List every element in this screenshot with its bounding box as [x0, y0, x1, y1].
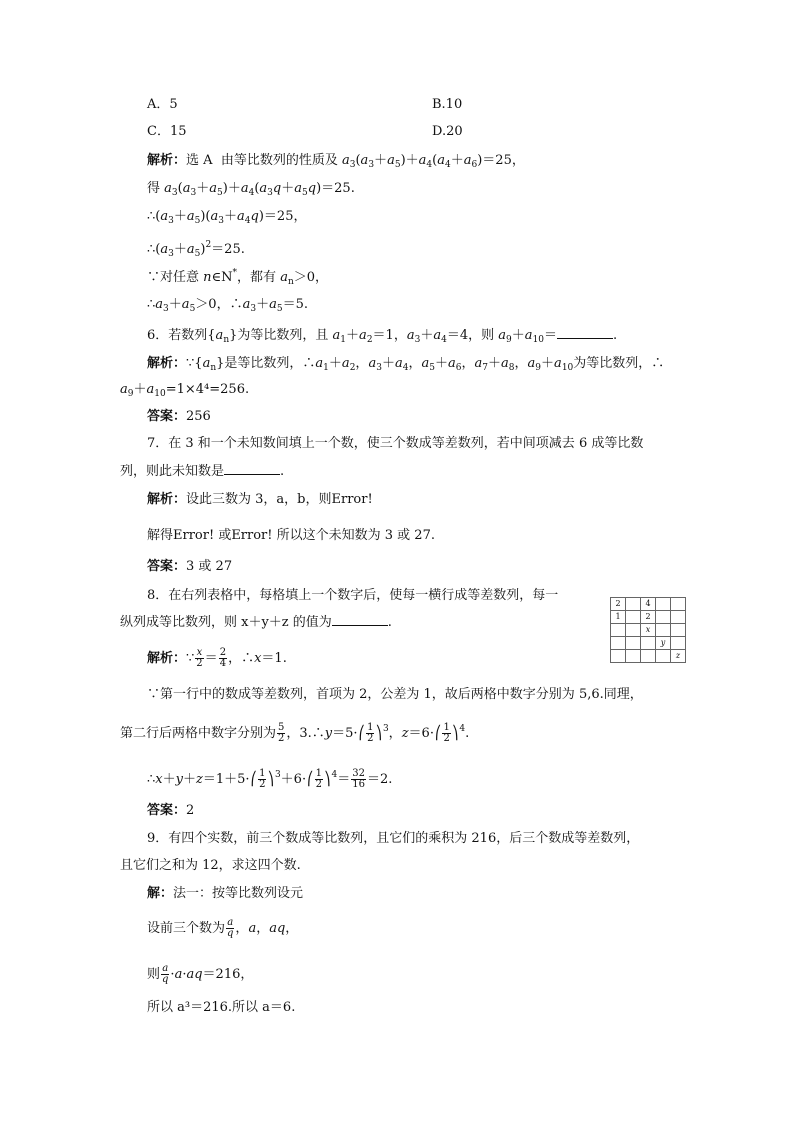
- q5-solution-line-2: 得 $a_3(a_3+a_5)+a_4(a_3q+a_5q)=25$.: [147, 181, 355, 198]
- answer-blank: [332, 613, 388, 626]
- q9-solution-line-1: 设前三个数为 $\frac{a}{q}$ ，a，aq，: [147, 917, 299, 939]
- q7-solution-line-2: 解得Error! 或Error! 所以这个未知数为 3 或 27.: [147, 528, 435, 543]
- q9-stem-line-2: 且它们之和为 12，求这四个数.: [120, 858, 301, 873]
- q6-solution-line-2: $a_9+a_{10}=1\times 4^4=256$.: [120, 382, 250, 399]
- q8-solution-line-3: 第二行后两格中数字分别为 $\frac{5}{2}$ ，3.∴y＝5·⎛ $\frac{1}{2}$ ⎞$^3$，z＝6·⎛ $\frac{1}{2}$ ⎞$^4$.: [120, 722, 470, 744]
- q5-solution-line-1: 解析：选 A 由等比数列的性质及 $a_3(a_3+a_5)+a_4(a_4+a_6)=25$，: [147, 153, 525, 170]
- q5-solution-line-4: $\therefore(a_3+a_5)^2=25$.: [147, 240, 245, 259]
- answer-blank: [224, 462, 280, 475]
- q6-answer: 答案：256: [147, 409, 211, 424]
- q9-solution-line-2: 则 $\frac{a}{q}$ ·a·aq＝216，: [147, 963, 254, 985]
- q6-stem: 6．若数列$\{a_n\}$为等比数列，且 $a_1+a_2=1$，$a_3+a_4=4$，则 $a_9+a_{10}=$ .: [147, 328, 618, 345]
- number-grid: 2 4 1 2 x y z: [610, 597, 686, 663]
- q9-stem-line-1: 9．有四个实数，前三个数成等比数列，且它们的乘积为 216，后三个数成等差数列，: [147, 831, 640, 846]
- q7-solution-line-1: 解析：设此三数为 3，a，b，则Error!: [147, 492, 373, 507]
- q7-stem-line-1: 7．在 3 和一个未知数间填上一个数，使三个数成等差数列，若中间项减去 6 成等比数: [147, 436, 644, 451]
- q7-answer: 答案：3 或 27: [147, 559, 233, 574]
- q6-solution-line-1: 解析：$\because\{a_n\}$是等比数列，$\therefore a_1+a_2$，$a_3+a_4$，$a_5+a_6$，$a_7+a_8$，$a_9+a_{10}$为等比数列，∴: [147, 356, 665, 373]
- q8-answer: 答案：2: [147, 803, 195, 818]
- q9-solution-method: 解：法一：按等比数列设元: [147, 886, 304, 901]
- answer-blank: [557, 326, 613, 339]
- option-c: C．15: [147, 124, 187, 139]
- q8-stem-line-1: 8．在右列表格中，每格填上一个数字后，使每一横行成等差数列，每一: [147, 588, 559, 603]
- q8-stem-line-2: 纵列成等比数列，则 x＋y＋z 的值为 .: [120, 615, 392, 630]
- q8-solution-line-1: 解析：∵ $\frac{x}{2}$ ＝ $\frac{2}{4}$ ，∴x＝1.: [147, 647, 287, 669]
- option-b: B.10: [432, 97, 463, 112]
- q5-solution-line-6: $\therefore a_3+a_5>0$，$\therefore a_3+a_5=5$.: [147, 297, 308, 314]
- q8-solution-line-2: ∵第一行中的数成等差数列，首项为 2，公差为 1，故后两格中数字分别为 5,6.同理，: [147, 687, 643, 702]
- q7-stem-line-2: 列，则此未知数是 .: [120, 464, 285, 479]
- q9-solution-line-3: 所以 a³＝216.所以 a＝6.: [147, 1000, 296, 1015]
- q8-solution-line-4: ∴x＋y＋z＝1＋5·⎛ $\frac{1}{2}$ ⎞$^3$＋6·⎛ $\frac{1}{2}$ ⎞$^4$＝ $\frac{32}{16}$ ＝2.: [147, 768, 393, 790]
- q5-solution-line-5: ∵对任意 n∈N*，都有 $a_n>0$，: [147, 268, 329, 287]
- q5-solution-line-3: $\therefore(a_3+a_5)(a_3+a_4q)=25$，: [147, 209, 307, 226]
- option-a: A．5: [147, 97, 178, 112]
- option-d: D.20: [432, 124, 463, 139]
